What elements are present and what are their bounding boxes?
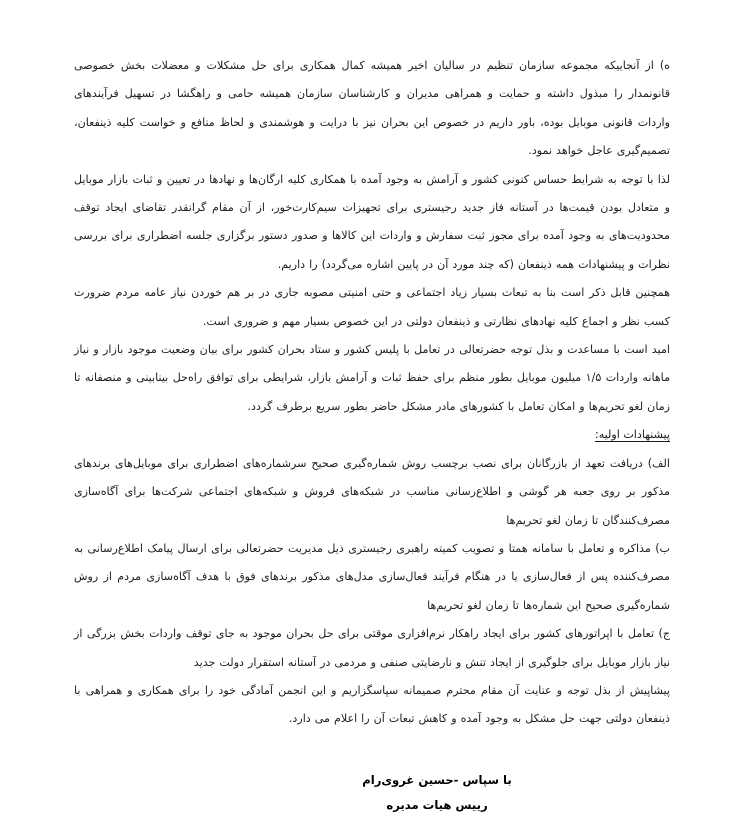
proposal-item-jim: ج) تعامل با اپراتورهای کشور برای ایجاد راهکار نرم‌افزاری موقتی برای حل بحران موجود به جای توقف واردات بخش بزرگی از نیاز بازار موبایل برای جلوگیری از ایجاد تنش و نارضایتی صنفی و مردمی در آستانه استقرار دولت جدید <box>74 627 670 669</box>
paragraph-4: امید است با مساعدت و بذل توجه حضرتعالی در تعامل با پلیس کشور و ستاد بحران کشور برای بیان وضعیت موجود بازار و نیاز ماهانه واردات ۱/۵ میلیون موبایل بطور منظم برای حفظ ثبات و آرامش بازار، شرایطی برای توافق راه‌حل بینابینی و منصفانه تا زمان لغو تحریم‌ها و امکان تعامل با کشورهای مادر مشکل حاضر بطور سریع برطرف گردد. <box>74 343 671 413</box>
proposals-heading-text: پیشنهادات اولیه: <box>594 428 670 442</box>
signature-block <box>74 768 670 818</box>
closing-paragraph: پیشاپیش از بذل توجه و عنایت آن مقام محترم صمیمانه سپاسگزاریم و این انجمن آمادگی خود را برای همکاری و همراهی با ذینفعان دولتی جهت حل مشکل به وجود آمده و کاهش تبعات آن را اعلام می دارد. <box>74 683 670 726</box>
paragraph-1: ه) از آنجاییکه مجموعه سازمان تنظیم در سالیان اخیر همیشه کمال همکاری برای حل مشکلات و معضلات بخش خصوصی قانونمدار را مبذول داشته و حمایت و همراهی مدیران و کارشناسان سازمان همیشه حامی و راهگشا در تسهیل فرآیندهای واردات قانونی موبایل بوده، باور داریم در خصوص این بحران نیز با درایت و هوشمندی و لحاظ منافع و خواست کلیه ذینفعان، تصمیم‌گیری عاجل خواهد نمود. <box>74 59 670 158</box>
signature-role: رییس هیات مدیره <box>386 797 488 812</box>
proposal-item-alef: الف) دریافت تعهد از بازرگانان برای نصب برچسب روش شماره‌گیری صحیح سرشماره‌های اضطراری برای موبایل‌های برندهای مذکور بر روی جعبه هر گوشی و اطلاع‌رسانی مناسب در شبکه‌های فروش و شبکه‌های اجتماعی شرکت‌ها برای آگاه‌سازی مصرف‌کنندگان تا زمان لغو تحریم‌ها <box>74 456 670 527</box>
paragraph-2: لذا با توجه به شرایط حساس کنونی کشور و آرامش به وجود آمده با همکاری کلیه ارگان‌ها و نهادها در تعیین و ثبات بازار موبایل و متعادل بودن قیمت‌ها در آستانه فاز جدید رجیستری برای تجهیزات سیم‌کارت‌خور، از آن مقام گرانقدر تقاضای ایجاد توقف محدودیت‌های به وجود آمده برای مجوز ثبت سفارش و واردات این کالاها و صدور دستور برگزاری جلسه اضطراری برای بررسی نظرات و پیشنهادات همه ذینفعان (که چند مورد آن در پایین اشاره می‌گردد) را داریم. <box>74 172 670 271</box>
signature-name: با سپاس -حسین غروی‌رام <box>362 772 512 787</box>
paragraph-3: همچنین قابل ذکر است بنا به تبعات بسیار زیاد اجتماعی و حتی امنیتی مصوبه جاری در بر هم خوردن نیاز عامه مردم ضرورت کسب نظر و اجماع کلیه نهادهای نظارتی و ذینفعان دولتی در این خصوص بسیار مهم و ضروری است. <box>74 286 670 328</box>
proposal-item-be: ب) مذاکره و تعامل با سامانه همتا و تصویب کمیته راهبری رجیستری ذیل مدیریت حضرتعالی برای ارسال پیامک اطلاع‌رسانی به مصرف‌کننده پس از فعال‌سازی یا در هنگام فرآیند فعال‌سازی مدل‌های مذکور برندهای فوق با هدف آگاه‌سازی مردم از روش شماره‌گیری صحیح این شماره‌ها تا زمان لغو تحریم‌ها <box>74 541 670 612</box>
proposals-heading <box>74 421 670 449</box>
